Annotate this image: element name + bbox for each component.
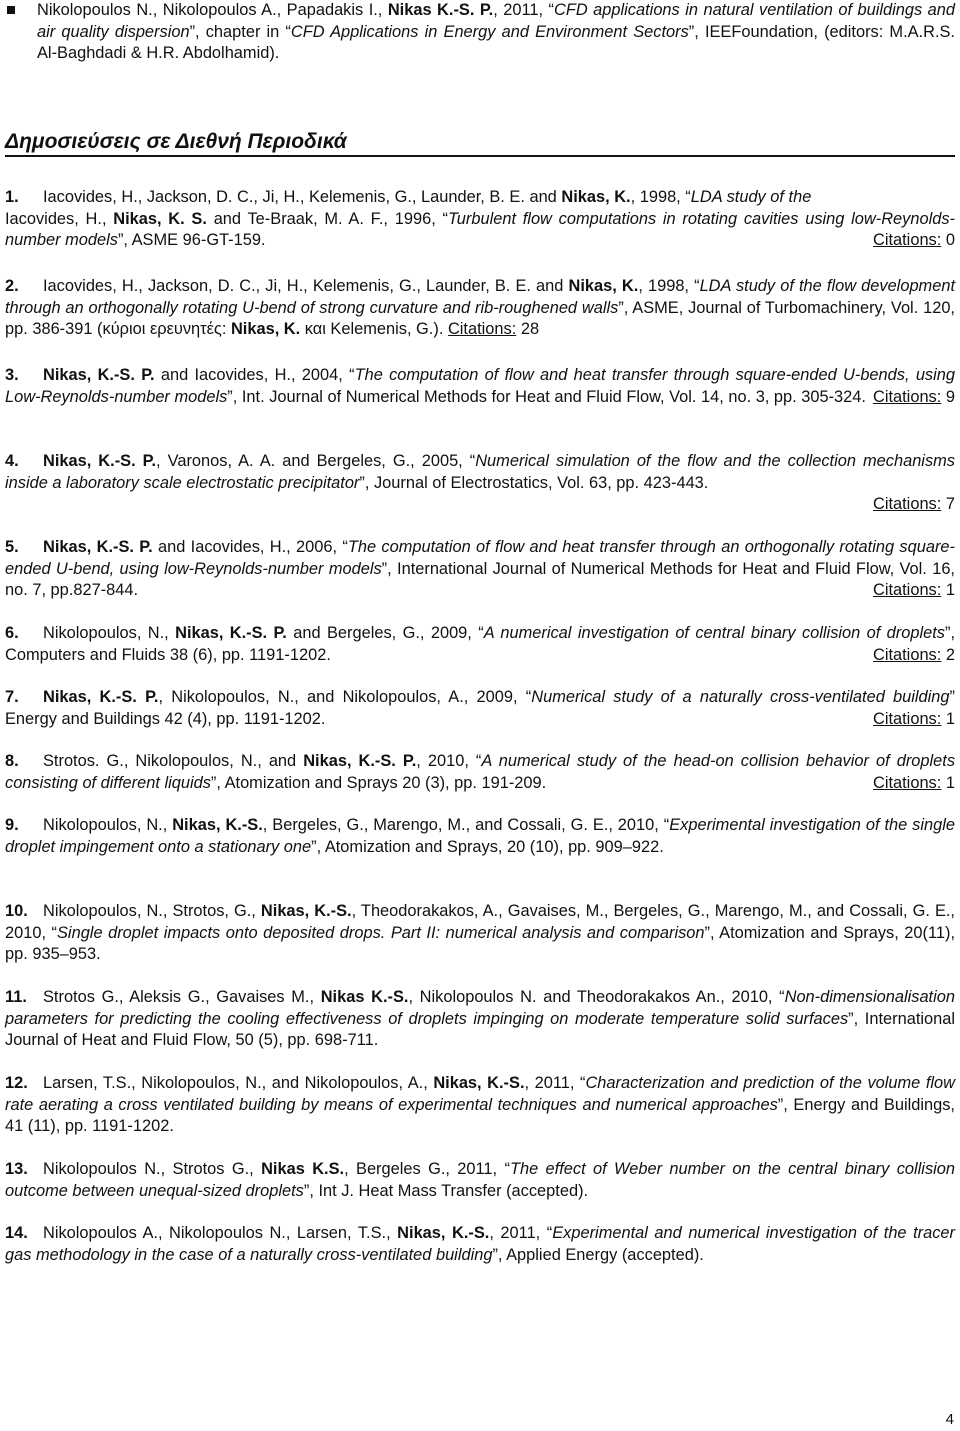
citations-value: 0 xyxy=(945,231,955,249)
citations-label: Citations: xyxy=(872,581,942,599)
entry-number: 2. xyxy=(5,277,19,295)
entry-title: The effect of Weber number on the central binary collision outcome between unequal-sized droplets xyxy=(5,1160,956,1200)
entry-source: ”, Atomization and Sprays, 20 (10), pp. 909–922. xyxy=(311,837,664,856)
entry-title: Characterization and prediction of the volume flow rate aerating a cross ventilated building by means of experimental techniques and numerical approaches xyxy=(5,1074,955,1114)
entry-number: 6. xyxy=(5,624,19,642)
entry-text: , 2011, “ xyxy=(524,1074,586,1092)
entry-title: Experimental investigation of the single droplet impingement onto a stationary one xyxy=(5,816,955,856)
entry-source: ”, Int J. Heat Mass Transfer (accepted). xyxy=(303,1181,589,1200)
citations-label: Citations: xyxy=(872,387,942,406)
entry-authors: Nikolopoulos N., Nikolopoulos A., Papadakis I., xyxy=(37,1,388,19)
entry-title: Turbulent flow computations in rotating cavities using low-Reynolds-number models xyxy=(5,209,956,249)
publication-entry-6 xyxy=(5,623,955,666)
entry-authors: Nikolopoulos N., Strotos G., xyxy=(43,1160,262,1178)
entry-source: ”, International Journal of Heat and Fluid Flow, 50 (5), pp. 698-711. xyxy=(5,1009,955,1049)
entry-source: ”, ASME 96-GT-159. xyxy=(117,231,266,249)
entry-title: CFD applications in natural ventilation of buildings and air quality dispersion xyxy=(37,1,955,41)
entry-source: ”, Atomization and Sprays, 20(11), pp. 935–953. xyxy=(5,923,956,963)
entry-text: , Bergeles, G., Marengo, M., and Cossali, G. E., 2010, “ xyxy=(262,816,670,834)
entry-source: ”, ASME, Journal of Turbomachinery, Vol. 120, pp. 386-391 (κύριοι ερευνητές: xyxy=(5,298,955,338)
entry-title: LDA study of the flow development through an orthogonally rotating U-bend of strong curvature and rib-roughened walls xyxy=(5,277,955,317)
citations-value: 28 xyxy=(520,320,540,338)
entry-authors: Nikolopoulos, N., xyxy=(43,624,176,642)
citations-count xyxy=(873,580,955,602)
entry-authors: Nikolopoulos A., Nikolopoulos N., Larsen, T.S., xyxy=(43,1224,398,1242)
section-heading-text: Δημοσιεύσεις σε Διεθνή Περιοδικά xyxy=(5,130,347,153)
publication-entry-11 xyxy=(5,987,955,1052)
section-heading xyxy=(5,130,955,157)
entry-source: ” Energy and Buildings 42 (4), pp. 1191-1202. xyxy=(5,688,956,728)
citations-value: 9 xyxy=(945,387,955,406)
entry-text: and Iacovides, H., 2006, “ xyxy=(152,538,348,556)
entry-text: ”, chapter in “ xyxy=(189,22,291,41)
entry-author-highlight: Nikas, K.-S. xyxy=(433,1074,525,1092)
publication-entry-7 xyxy=(5,687,955,730)
entry-text: ”, IEEFoundation, (editors: M.A.R.S. Al-Baghdadi & H.R. Abdolhamid). xyxy=(37,22,955,62)
top-bullet-entry xyxy=(5,0,955,65)
citations-label: Citations: xyxy=(872,709,942,728)
entry-text: , 1998, “ xyxy=(630,188,691,206)
entry-title: The computation of flow and heat transfer through square-ended U-bends, using Low-Reynolds-number models xyxy=(5,366,956,406)
entry-text: and Te-Braak, M. A. F., 1996, “ xyxy=(206,209,448,228)
publication-entry-5 xyxy=(5,537,955,602)
publication-entry-3 xyxy=(5,365,955,408)
publication-entry-12 xyxy=(5,1073,955,1138)
square-bullet-icon xyxy=(7,6,15,14)
entry-authors: Iacovides, H., Jackson, D. C., Ji, H., Kelemenis, G., Launder, B. E. and xyxy=(43,277,569,295)
entry-source: ”, Journal of Electrostatics, Vol. 63, pp. 423-443. xyxy=(359,473,709,492)
citations-label: Citations: xyxy=(872,495,942,513)
citations-count xyxy=(873,773,955,795)
entry-source: ”, Applied Energy (accepted). xyxy=(492,1245,704,1264)
citations-value: 7 xyxy=(945,495,955,513)
entry-text: and Iacovides, H., 2004, “ xyxy=(154,366,355,384)
entry-title: Single droplet impacts onto deposited drops. Part II: numerical analysis and comparison xyxy=(57,923,705,942)
entry-text: and Bergeles, G., 2009, “ xyxy=(286,624,484,642)
entry-author-highlight: Nikas, K. S. xyxy=(113,209,207,228)
publication-entry-4 xyxy=(5,451,955,516)
entry-author-highlight: Nikas, K.-S. P. xyxy=(43,452,157,470)
entry-text: και Kelemenis, G.). xyxy=(300,320,448,338)
citations-value: 1 xyxy=(945,709,955,728)
entry-number: 8. xyxy=(5,752,19,770)
entry-number: 5. xyxy=(5,538,19,556)
entry-author-highlight: Nikas, K.-S. xyxy=(260,902,352,920)
entry-author-highlight: Nikas K.-S. P. xyxy=(387,1,494,19)
publication-entry-2 xyxy=(5,276,955,341)
entry-number: 3. xyxy=(5,366,19,384)
entry-number: 13. xyxy=(5,1160,28,1178)
entry-text: , Bergeles G., 2011, “ xyxy=(344,1160,510,1178)
entry-source: ”, International Journal of Numerical Methods for Heat and Fluid Flow, Vol. 16, no. 7, pp.827-844. xyxy=(5,559,955,599)
entry-author-highlight: Nikas, K. xyxy=(568,277,639,295)
entry-author-highlight: Nikas, K.-S. P. xyxy=(43,538,153,556)
entry-title: Non-dimensionalisation parameters for predicting the cooling effectiveness of droplets impinging on moderate temperature solid surfaces xyxy=(5,988,955,1028)
entry-authors: Iacovides, H., xyxy=(5,209,114,228)
entry-number: 12. xyxy=(5,1074,28,1092)
citations-label: Citations: xyxy=(447,320,517,338)
entry-source: ”, Energy and Buildings, 41 (11), pp. 1191-1202. xyxy=(5,1095,955,1135)
entry-title: Numerical simulation of the flow and the collection mechanisms inside a laboratory scale electrostatic precipitator xyxy=(5,452,955,492)
entry-number: 9. xyxy=(5,816,19,834)
page-number: 4 xyxy=(945,1411,954,1428)
entry-author-highlight: Nikas, K.-S. xyxy=(172,816,263,834)
entry-author-highlight: Nikas, K. xyxy=(230,320,301,338)
entry-title: LDA study of the xyxy=(690,188,812,206)
entry-authors: Larsen, T.S., Nikolopoulos, N., and Nikolopoulos, A., xyxy=(43,1074,434,1092)
entry-source: ”, Computers and Fluids 38 (6), pp. 1191-1202. xyxy=(5,624,956,664)
citations-count xyxy=(873,230,955,252)
entry-text: , 1998, “ xyxy=(638,277,700,295)
entry-book-title: CFD Applications in Energy and Environment Sectors xyxy=(290,22,689,41)
entry-authors: Strotos. G., Nikolopoulos, N., and xyxy=(43,752,304,770)
entry-text: , 2011, “ xyxy=(493,1,555,19)
citations-value: 1 xyxy=(945,773,955,792)
entry-authors: Nikolopoulos, N., xyxy=(43,816,173,834)
entry-authors: Strotos G., Aleksis G., Gavaises M., xyxy=(43,988,321,1006)
citations-value: 1 xyxy=(945,581,955,599)
entry-number: 1. xyxy=(5,188,19,206)
entry-title: Experimental and numerical investigation of the tracer gas methodology in the case of a naturally cross-ventilated building xyxy=(5,1224,955,1264)
entry-authors: Nikolopoulos, N., Strotos, G., xyxy=(43,902,261,920)
citations-count xyxy=(873,709,955,731)
entry-author-highlight: Nikas, K.-S. xyxy=(397,1224,490,1242)
publication-entry-10 xyxy=(5,901,955,966)
entry-text: , 2011, “ xyxy=(489,1224,553,1242)
publication-entry-9 xyxy=(5,815,955,858)
entry-author-highlight: Nikas K.S. xyxy=(261,1160,345,1178)
citations-label: Citations: xyxy=(872,773,942,792)
publication-entry-14 xyxy=(5,1223,955,1266)
entry-text: , Nikolopoulos, N., and Nikolopoulos, A., 2009, “ xyxy=(158,688,532,706)
citations-count xyxy=(873,645,955,667)
entry-title: A numerical study of the head-on collision behavior of droplets consisting of different liquids xyxy=(5,752,956,792)
entry-number: 14. xyxy=(5,1224,28,1242)
publication-entry-1 xyxy=(5,187,955,252)
entry-text: , 2010, “ xyxy=(416,752,482,770)
entry-author-highlight: Nikas, K.-S. P. xyxy=(175,624,287,642)
entry-text: , Varonos, A. A. and Bergeles, G., 2005, “ xyxy=(156,452,476,470)
entry-number: 7. xyxy=(5,688,19,706)
entry-authors: Iacovides, H., Jackson, D. C., Ji, H., Kelemenis, G., Launder, B. E. and xyxy=(43,188,562,206)
entry-author-highlight: Nikas K.-S. xyxy=(320,988,409,1006)
entry-source: ”, Int. Journal of Numerical Methods for Heat and Fluid Flow, Vol. 14, no. 3, pp. 305-324. xyxy=(227,387,866,406)
entry-source: ”, Atomization and Sprays 20 (3), pp. 191-209. xyxy=(210,773,547,792)
citations-label: Citations: xyxy=(872,231,942,249)
entry-number: 11. xyxy=(5,988,27,1006)
publication-entry-13 xyxy=(5,1159,955,1202)
citations-count xyxy=(5,494,955,516)
entry-text: , Theodorakakos, A., Gavaises, M., Bergeles, G., Marengo, M., and Cossali, G. E., 2010, “ xyxy=(5,902,955,942)
entry-author-highlight: Nikas, K.-S. P. xyxy=(303,752,417,770)
citations-label: Citations: xyxy=(872,645,942,664)
entry-title: A numerical investigation of central binary collision of droplets xyxy=(483,624,945,642)
entry-number: 4. xyxy=(5,452,19,470)
citations-value: 2 xyxy=(945,645,955,664)
entry-author-highlight: Nikas, K.-S. P. xyxy=(43,688,159,706)
entry-author-highlight: Nikas, K.-S. P. xyxy=(43,366,155,384)
entry-number: 10. xyxy=(5,902,28,920)
entry-title: The computation of flow and heat transfer through an orthogonally rotating square-ended U-bend, using low-Reynolds-number models xyxy=(5,538,955,578)
entry-author-highlight: Nikas, K. xyxy=(561,188,631,206)
publication-entry-8 xyxy=(5,751,955,794)
entry-text: , Nikolopoulos N. and Theodorakakos An., 2010, “ xyxy=(408,988,785,1006)
citations-count xyxy=(873,387,955,409)
entry-title: Numerical study of a naturally cross-ventilated building xyxy=(531,688,950,706)
